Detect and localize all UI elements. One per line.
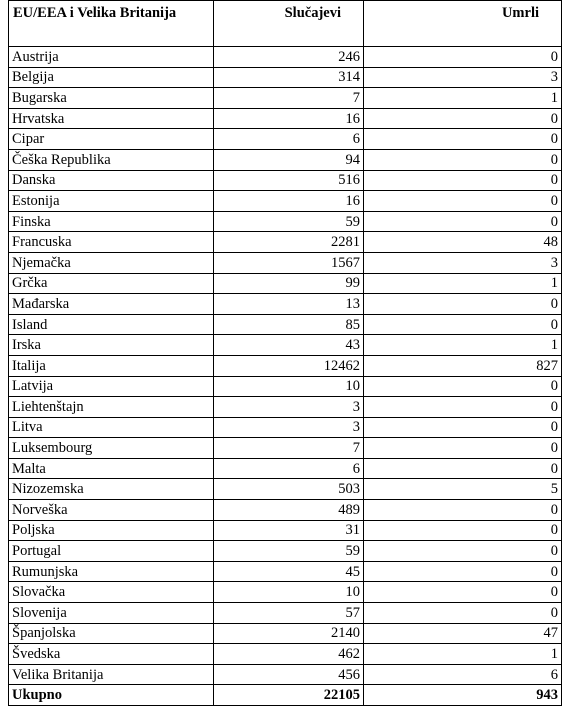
table-row (9, 108, 562, 129)
deaths-cell: 827 (364, 355, 562, 376)
table-row (9, 561, 562, 582)
total-deaths: 943 (364, 685, 562, 706)
cases-cell: 10 (214, 582, 364, 603)
table-row (9, 335, 562, 356)
table-row (9, 294, 562, 315)
cases-cell: 462 (214, 644, 364, 665)
country-cell: Island (9, 314, 214, 335)
table-row (9, 67, 562, 88)
country-cell: Irska (9, 335, 214, 356)
country-cell: Mađarska (9, 294, 214, 315)
country-cell: Danska (9, 170, 214, 191)
total-cases: 22105 (214, 685, 364, 706)
cases-cell: 57 (214, 603, 364, 624)
deaths-cell: 0 (364, 603, 562, 624)
header-row (9, 1, 562, 47)
cases-table (8, 0, 562, 706)
deaths-cell: 0 (364, 500, 562, 521)
deaths-cell: 0 (364, 397, 562, 418)
deaths-cell: 0 (364, 541, 562, 562)
country-cell: Hrvatska (9, 108, 214, 129)
country-cell: Poljska (9, 520, 214, 541)
cases-cell: 7 (214, 438, 364, 459)
country-cell: Belgija (9, 67, 214, 88)
deaths-cell: 47 (364, 623, 562, 644)
deaths-cell: 0 (364, 170, 562, 191)
deaths-cell: 0 (364, 108, 562, 129)
table-row (9, 417, 562, 438)
cases-cell: 12462 (214, 355, 364, 376)
country-cell: Francuska (9, 232, 214, 253)
deaths-cell: 0 (364, 211, 562, 232)
table-row (9, 191, 562, 212)
country-cell: Nizozemska (9, 479, 214, 500)
table-row (9, 232, 562, 253)
cases-cell: 10 (214, 376, 364, 397)
cases-cell: 489 (214, 500, 364, 521)
cases-cell: 59 (214, 541, 364, 562)
table-row (9, 438, 562, 459)
cases-cell: 16 (214, 108, 364, 129)
table-row (9, 170, 562, 191)
deaths-cell: 0 (364, 438, 562, 459)
deaths-cell: 1 (364, 273, 562, 294)
cases-cell: 6 (214, 129, 364, 150)
table-row (9, 623, 562, 644)
country-cell: Rumunjska (9, 561, 214, 582)
deaths-cell: 1 (364, 88, 562, 109)
country-cell: Luksembourg (9, 438, 214, 459)
table-footer (9, 685, 562, 706)
country-cell: Liehtenštajn (9, 397, 214, 418)
country-cell: Litva (9, 417, 214, 438)
cases-cell: 3 (214, 417, 364, 438)
table-row (9, 479, 562, 500)
header-cases: Slučajevi (214, 1, 364, 47)
table-row (9, 397, 562, 418)
deaths-cell: 0 (364, 47, 562, 68)
country-cell: Norveška (9, 500, 214, 521)
table-body (9, 47, 562, 685)
country-cell: Slovenija (9, 603, 214, 624)
table-row (9, 149, 562, 170)
cases-cell: 2281 (214, 232, 364, 253)
table-row (9, 582, 562, 603)
total-row (9, 685, 562, 706)
deaths-cell: 0 (364, 149, 562, 170)
table-row (9, 603, 562, 624)
deaths-cell: 0 (364, 458, 562, 479)
deaths-cell: 6 (364, 664, 562, 685)
country-cell: Malta (9, 458, 214, 479)
deaths-cell: 5 (364, 479, 562, 500)
table-row (9, 129, 562, 150)
table-row (9, 541, 562, 562)
country-cell: Češka Republika (9, 149, 214, 170)
deaths-cell: 0 (364, 376, 562, 397)
country-cell: Latvija (9, 376, 214, 397)
table-row (9, 88, 562, 109)
cases-cell: 3 (214, 397, 364, 418)
deaths-cell: 0 (364, 520, 562, 541)
table-row (9, 644, 562, 665)
country-cell: Španjolska (9, 623, 214, 644)
deaths-cell: 3 (364, 252, 562, 273)
country-cell: Portugal (9, 541, 214, 562)
cases-cell: 7 (214, 88, 364, 109)
cases-cell: 2140 (214, 623, 364, 644)
deaths-cell: 1 (364, 644, 562, 665)
country-cell: Velika Britanija (9, 664, 214, 685)
deaths-cell: 0 (364, 129, 562, 150)
table-row (9, 355, 562, 376)
deaths-cell: 0 (364, 191, 562, 212)
table-row (9, 252, 562, 273)
cases-cell: 43 (214, 335, 364, 356)
cases-cell: 85 (214, 314, 364, 335)
country-cell: Grčka (9, 273, 214, 294)
country-cell: Njemačka (9, 252, 214, 273)
cases-cell: 45 (214, 561, 364, 582)
deaths-cell: 0 (364, 582, 562, 603)
cases-cell: 94 (214, 149, 364, 170)
table-row (9, 458, 562, 479)
cases-cell: 99 (214, 273, 364, 294)
table-row (9, 500, 562, 521)
deaths-cell: 0 (364, 417, 562, 438)
deaths-cell: 3 (364, 67, 562, 88)
table-header (9, 1, 562, 47)
cases-cell: 16 (214, 191, 364, 212)
country-cell: Finska (9, 211, 214, 232)
cases-cell: 516 (214, 170, 364, 191)
country-cell: Cipar (9, 129, 214, 150)
cases-cell: 59 (214, 211, 364, 232)
table-row (9, 520, 562, 541)
deaths-cell: 48 (364, 232, 562, 253)
country-cell: Bugarska (9, 88, 214, 109)
header-deaths: Umrli (364, 1, 562, 47)
country-cell: Estonija (9, 191, 214, 212)
cases-cell: 314 (214, 67, 364, 88)
table-row (9, 273, 562, 294)
table-row (9, 376, 562, 397)
country-cell: Italija (9, 355, 214, 376)
cases-cell: 6 (214, 458, 364, 479)
cases-cell: 456 (214, 664, 364, 685)
country-cell: Austrija (9, 47, 214, 68)
header-country: EU/EEA i Velika Britanija (9, 1, 214, 47)
table-row (9, 664, 562, 685)
country-cell: Slovačka (9, 582, 214, 603)
table-row (9, 47, 562, 68)
cases-cell: 503 (214, 479, 364, 500)
document-page (8, 0, 561, 706)
deaths-cell: 1 (364, 335, 562, 356)
cases-cell: 13 (214, 294, 364, 315)
cases-cell: 246 (214, 47, 364, 68)
deaths-cell: 0 (364, 561, 562, 582)
deaths-cell: 0 (364, 294, 562, 315)
table-row (9, 314, 562, 335)
cases-cell: 31 (214, 520, 364, 541)
table-row (9, 211, 562, 232)
cases-cell: 1567 (214, 252, 364, 273)
deaths-cell: 0 (364, 314, 562, 335)
country-cell: Švedska (9, 644, 214, 665)
total-label: Ukupno (9, 685, 214, 706)
